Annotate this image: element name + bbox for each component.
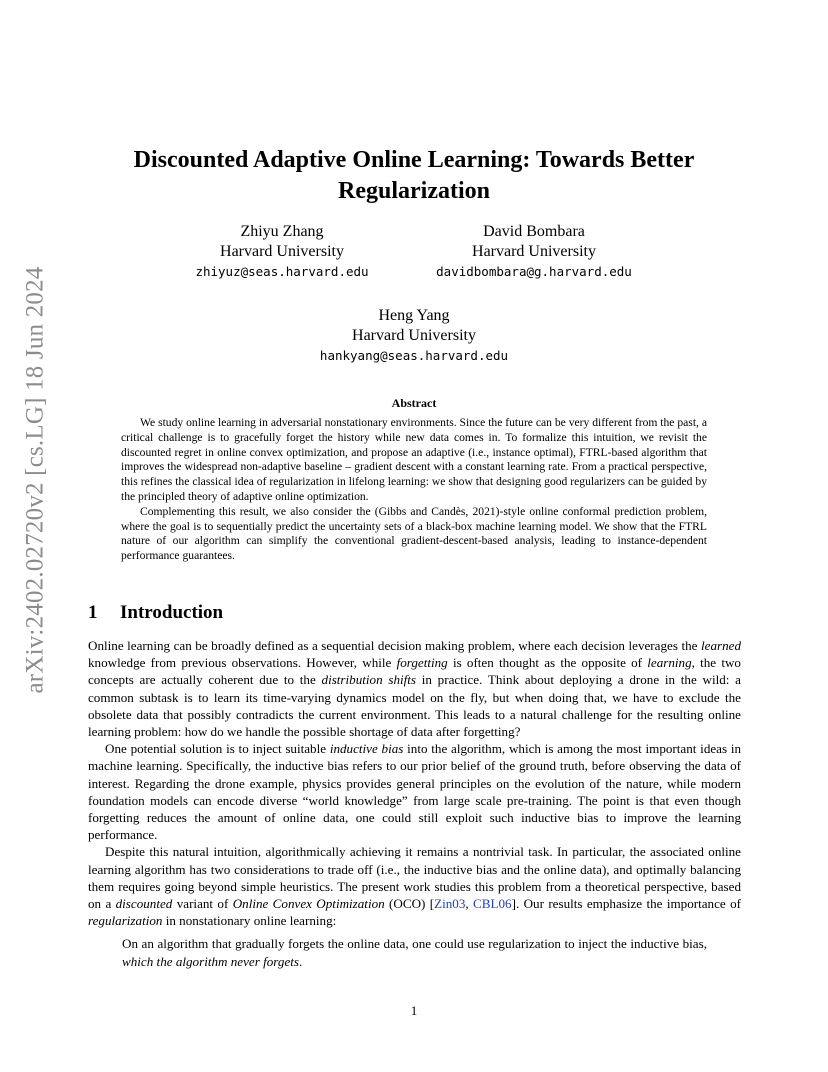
author-email: hankyang@seas.harvard.edu <box>319 348 509 363</box>
emphasis: Online Convex Optimization <box>232 896 385 912</box>
emphasis: learned <box>701 638 741 653</box>
emphasis: discounted <box>115 896 173 912</box>
author-name: David Bombara <box>483 223 585 240</box>
body-paragraph: Online learning can be broadly defined as a sequential decision making problem, where each decision leverages the learned knowledge from previous observations. However, while forgetting is often thought as the opposite of learning, the two concepts are actually coherent due to the distribution shifts in practice. Think about deploying a drone in the wild: a common subtask is to learn its time-varying dynamics model on the fly, but when doing that, we have to exclude the obsolete data that possibly contradicts the current environment. This leads to a natural challenge for the resulting online learning problem: how do we handle the possible shortage of data after forgetting? <box>88 638 741 740</box>
arxiv-sidebar-stamp <box>19 266 51 694</box>
abstract-paragraph: Complementing this result, we also consider the (Gibbs and Candès, 2021)-style online conformal prediction problem, where the goal is to sequentially predict the uncertainty sets of a black-box machine learning model. We show that the FTRL nature of our algorithm can simplify the conventional gradient-descent-based analysis, leading to instance-dependent performance guarantees. <box>121 504 707 563</box>
introduction-body <box>88 637 741 970</box>
body-paragraph: Despite this natural intuition, algorithmically achieving it remains a nontrivial task. In particular, the associated online learning algorithm has two considerations to trade off (i.e., the inductive bias and the online data), and optimally balancing them requires going beyond simple heuristics. The present work studies this problem from a theoretical perspective, based on a discounted variant of Online Convex Optimization (OCO) [Zin03, CBL06]. Our results emphasize the importance of regularization in nonstationary online learning: <box>88 844 741 929</box>
author-affiliation: Harvard University <box>352 327 476 344</box>
author-email: davidbombara@g.harvard.edu <box>436 264 632 279</box>
body-paragraph: One potential solution is to inject suitable inductive bias into the algorithm, which is among the most important ideas in machine learning. Specifically, the inductive bias refers to our prior belief of the ground truth, before observing the data of interest. Regarding the drone example, physics provides general principles on the evolution of the nature, while modern foundation models can encode diverse “world knowledge” from large scale pre-training. The point is that even though forgetting reduces the amount of online data, one could still exploit such inductive bias to improve the learning performance. <box>88 741 742 843</box>
emphasis: which the algorithm never forgets <box>122 953 299 969</box>
author-block <box>414 222 654 282</box>
author-block <box>180 222 384 282</box>
emphasis: forgetting <box>396 655 448 671</box>
author-affiliation: Harvard University <box>220 243 344 260</box>
citation-link[interactable]: Zin03 <box>434 896 466 912</box>
emphasis: learning <box>647 655 692 671</box>
arxiv-identifier: arXiv:2402.02720v2 [cs.LG] 18 Jun 2024 <box>21 266 48 694</box>
block-quote: On an algorithm that gradually forgets the online data, one could use regularization to inject the inductive bias, which the algorithm never forgets. <box>122 936 707 969</box>
abstract-heading: Abstract <box>391 396 437 410</box>
author-affiliation: Harvard University <box>472 243 596 260</box>
author-email: zhiyuz@seas.harvard.edu <box>195 264 369 279</box>
abstract-paragraph: We study online learning in adversarial nonstationary environments. Since the future can be very different from the past, a critical challenge is to gracefully forget the history while new data comes in. To formalize this intuition, we revisit the discounted regret in online convex optimization, and propose an adaptive (i.e., instance optimal), FTRL-based algorithm that improves the widespread non-adaptive baseline – gradient descent with a constant learning rate. From a practical perspective, this refines the classical idea of regularization in lifelong learning: we show that designing good regularizers can be guided by the principled theory of adaptive online optimization. <box>121 416 707 503</box>
emphasis: regularization <box>88 913 163 929</box>
emphasis: distribution shifts <box>321 672 417 688</box>
section-number: 1 <box>88 602 98 623</box>
abstract <box>121 416 707 564</box>
section-heading <box>88 602 223 624</box>
page-number: 1 <box>410 1003 418 1018</box>
section-title: Introduction <box>120 602 224 623</box>
author-name: Zhiyu Zhang <box>240 223 324 240</box>
paper-title: Discounted Adaptive Online Learning: Towards Better Regularization <box>133 147 695 204</box>
citation-link[interactable]: CBL06 <box>473 896 512 912</box>
author-block <box>300 306 528 366</box>
author-name: Heng Yang <box>378 307 450 324</box>
emphasis: inductive bias <box>329 741 404 757</box>
